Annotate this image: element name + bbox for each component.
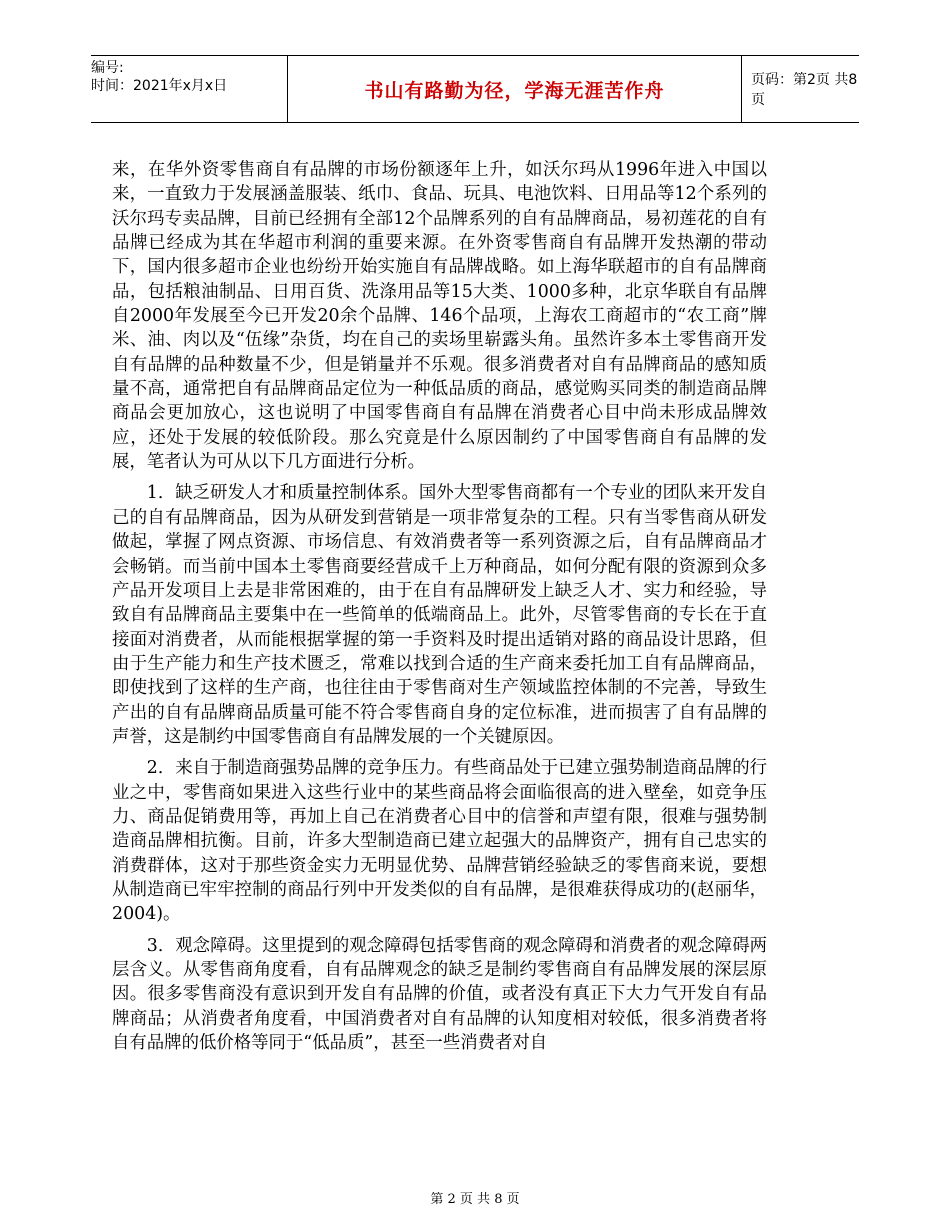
header-motto: 书山有路勤为径，学海无涯苦作舟 xyxy=(287,56,742,122)
number-label: 编号: xyxy=(91,60,124,76)
document-body xyxy=(112,158,767,1055)
paragraph-point-1: 1．缺乏研发人才和质量控制体系。国外大型零售商都有一个专业的团队来开发自己的自有品牌商品，因为从研发到营销是一项非常复杂的工程。只有当零售商从研发做起，掌握了网点资源、市场信息、有效消费者等一系列资源之后，自有品牌商品才会畅销。而当前中国本土零售商要经营成千上万种商品，如何分配有限的资源到众多产品开发项目上去是非常困难的，由于在自有品牌研发上缺乏人才、实力和经验，导致自有品牌商品主要集中在一些简单的低端商品上。此外，尽管零售商的专长在于直接面对消费者，从而能根据掌握的第一手资料及时提出适销对路的商品设计思路，但由于生产能力和生产技术匮乏，常难以找到合适的生产商来委托加工自有品牌商品，即使找到了这样的生产商，也往往由于零售商对生产领域监控体制的不完善，导致生产出的自有品牌商品质量可能不符合零售商自身的定位标准，进而损害了自有品牌的声誉，这是制约中国零售商自有品牌发展的一个关键原因。 xyxy=(112,483,767,747)
page-header xyxy=(91,55,859,123)
paragraph-point-3: 3．观念障碍。这里提到的观念障碍包括零售商的观念障碍和消费者的观念障碍两层含义。从零售商角度看，自有品牌观念的缺乏是制约零售商自有品牌发展的深层原因。很多零售商没有意识到开发自有品牌的价值，或者没有真正下大力气开发自有品牌商品；从消费者角度看，中国消费者对自有品牌的认知度相对较低，很多消费者将自有品牌的低价格等同于“低品质”，甚至一些消费者对自 xyxy=(112,935,767,1054)
header-meta xyxy=(91,56,287,122)
time-label: 时间：2021年x月x日 xyxy=(91,78,228,94)
header-page-info: 页码：第2页 共8页 xyxy=(751,72,858,108)
paragraph-continuation: 来，在华外资零售商自有品牌的市场份额逐年上升，如沃尔玛从1996年进入中国以来，一直致力于发展涵盖服装、纸巾、食品、玩具、电池饮料、日用品等12个系列的沃尔玛专卖品牌，目前已经拥有全部12个品牌系列的自有品牌商品，易初莲花的自有品牌已经成为其在华超市利润的重要来源。在外资零售商自有品牌开发热潮的带动下，国内很多超市企业也纷纷开始实施自有品牌战略。如上海华联超市的自有品牌商品，包括粮油制品、日用百货、洗涤用品等15大类、1000多种，北京华联自有品牌自2000年发展至今已开发20余个品牌、146个品项，上海农工商超市的“农工商”牌米、油、肉以及“伍缘”杂货，均在自己的卖场里崭露头角。虽然许多本土零售商开发自有品牌的品种数量不少，但是销量并不乐观。很多消费者对自有品牌商品的感知质量不高，通常把自有品牌商品定位为一种低品质的商品，感觉购买同类的制造商品牌商品会更加放心，这也说明了中国零售商自有品牌在消费者心目中尚未形成品牌效应，还处于发展的较低阶段。那么究竟是什么原因制约了中国零售商自有品牌的发展，笔者认为可从以下几方面进行分析。 xyxy=(112,160,767,473)
page-footer: 第 2 页 共 8 页 xyxy=(430,1192,520,1207)
paragraph-point-2: 2．来自于制造商强势品牌的竞争压力。有些商品处于已建立强势制造商品牌的行业之中，零售商如果进入这些行业中的某些商品将会面临很高的进入壁垒，如竞争压力、商品促销费用等，再加上自己在消费者心目中的信誉和声望有限，很难与强势制造商品牌相抗衡。目前，许多大型制造商已建立起强大的品牌资产，拥有自己忠实的消费群体，这对于那些资金实力无明显优势、品牌营销经验缺乏的零售商来说，要想从制造商已牢牢控制的商品行列中开发类似的自有品牌，是很难获得成功的(赵丽华，2004)。 xyxy=(112,758,767,925)
